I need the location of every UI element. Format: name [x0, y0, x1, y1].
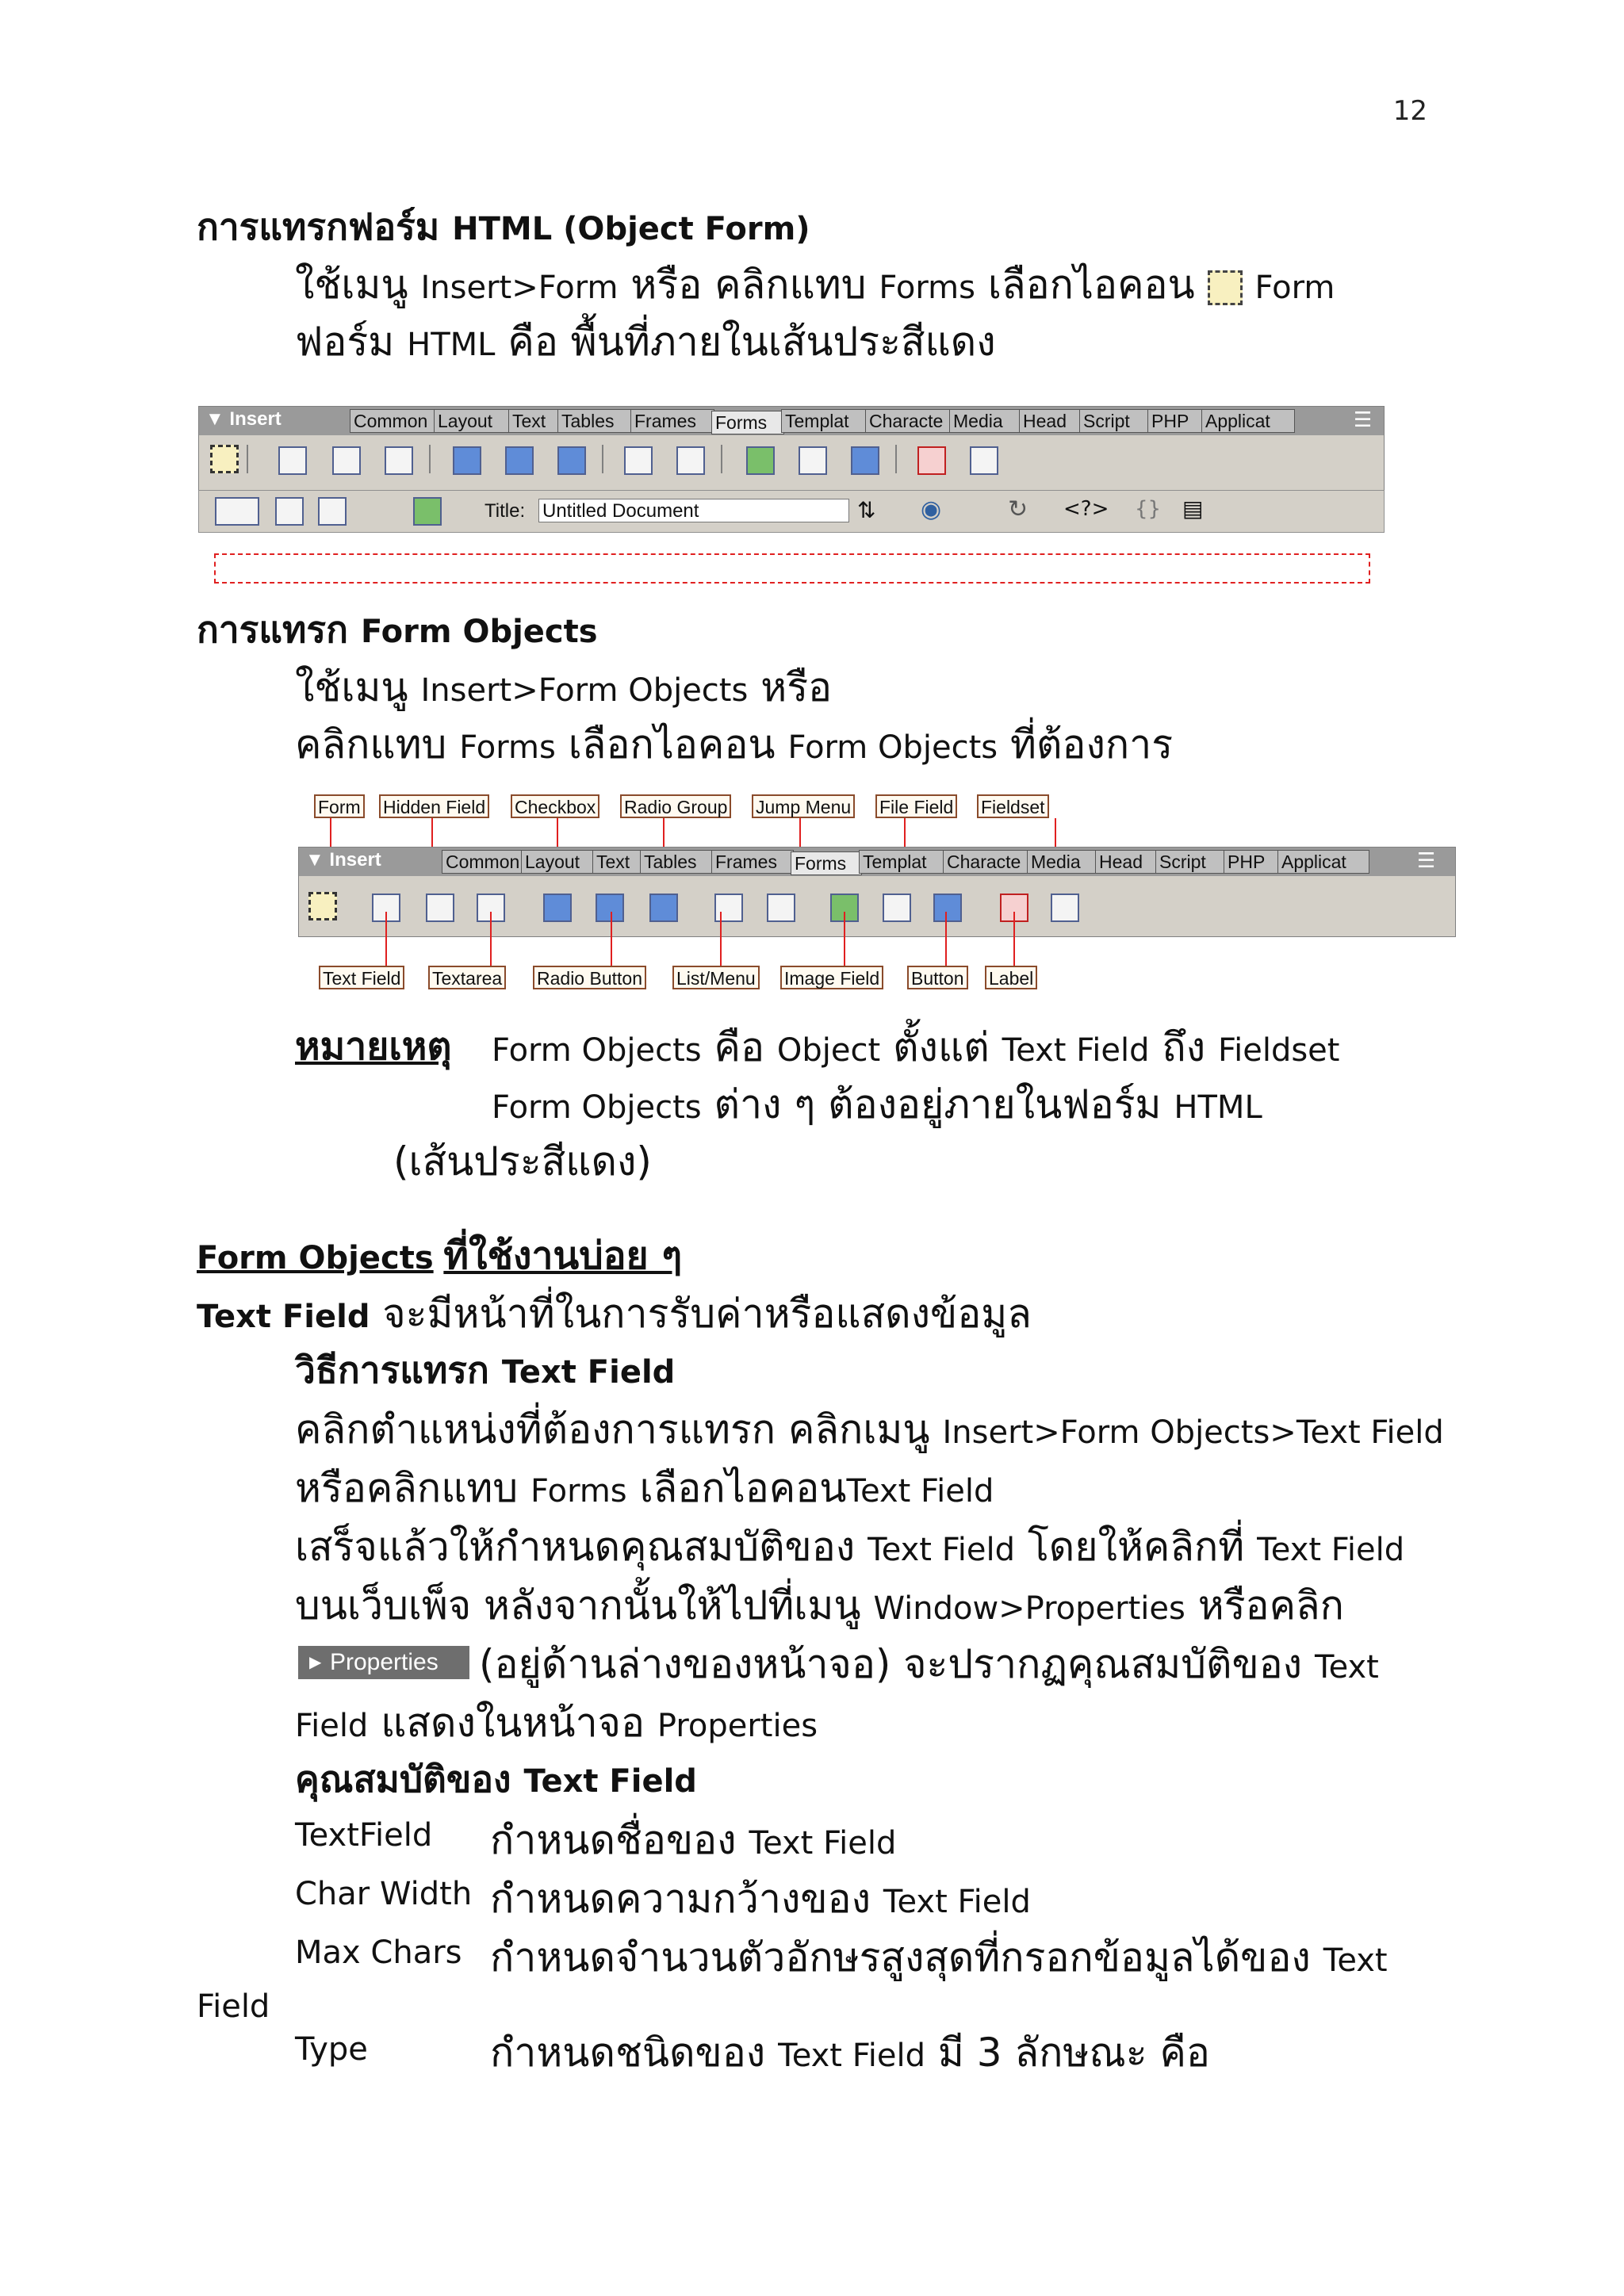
insert-step-3 [295, 1516, 1404, 1578]
tab-tables[interactable]: Tables [640, 850, 714, 874]
tab-characters[interactable]: Characte [865, 409, 952, 433]
tab-row [299, 848, 1455, 876]
fieldset-icon[interactable] [970, 446, 998, 475]
leader-line [1013, 912, 1015, 974]
leader-line [385, 912, 387, 974]
section2-heading-en: Form Objects [360, 614, 598, 650]
tab-frames[interactable]: Frames [630, 409, 714, 433]
text: Form Objects [787, 729, 998, 766]
text: เลือกไอคอน [568, 721, 776, 767]
text: เลือกไอคอน [987, 262, 1195, 308]
checkbox-icon[interactable] [453, 446, 481, 475]
title-input[interactable]: Untitled Document [538, 499, 849, 522]
prop-name-char-width: Char Width [295, 1876, 473, 1912]
insert-step-1 [295, 1399, 1444, 1461]
separator [895, 445, 897, 473]
text: Forms [530, 1473, 627, 1510]
leader-line [490, 912, 492, 974]
section1-line1 [295, 254, 1335, 316]
tab-script[interactable]: Script [1079, 409, 1151, 433]
text: Insert>Form [420, 270, 619, 306]
text: ใช้เมนู [295, 262, 408, 308]
html-form-dashed-area[interactable] [214, 553, 1370, 584]
tab-text[interactable]: Text [592, 850, 643, 874]
insert-step-4 [295, 1575, 1344, 1637]
text-field-intro [197, 1283, 1032, 1345]
leader-line [945, 912, 947, 974]
text: กำหนดความกว้างของ [490, 1876, 871, 1922]
page-number: 12 [1392, 95, 1427, 127]
jump-menu-icon[interactable] [676, 446, 705, 475]
text: คุณสมบัติของ [295, 1758, 511, 1800]
design-view-icon[interactable] [318, 497, 347, 526]
file-field-icon[interactable] [799, 446, 827, 475]
text: กำหนดชนิดของ [490, 2030, 766, 2076]
text: มี 3 ลักษณะ คือ [937, 2030, 1210, 2076]
prop-desc-max-chars [490, 1927, 1388, 1989]
note-line1-text [492, 1016, 1339, 1079]
text: Field [295, 1708, 369, 1744]
tab-common[interactable]: Common [350, 409, 437, 433]
section1-heading-en: HTML (Object Form) [452, 211, 810, 247]
separator [721, 445, 722, 473]
text: Form Objects [197, 1240, 434, 1276]
tab-characters[interactable]: Characte [943, 850, 1030, 874]
button-icon[interactable] [933, 894, 962, 922]
text: กำหนดจำนวนตัวอักษรสูงสุดที่กรอกข้อมูลได้ของ [490, 1934, 1311, 1980]
text: Form Objects [492, 1089, 702, 1126]
prop-name-type: Type [295, 2031, 368, 2068]
callout-radio-group: Radio Group [620, 794, 731, 818]
list-menu-icon[interactable] [624, 446, 653, 475]
split-view-icon[interactable] [275, 497, 304, 526]
insert-step-5 [479, 1633, 1379, 1696]
callout-image-field: Image Field [780, 966, 883, 989]
text: Form Objects [492, 1032, 702, 1069]
text: หรือ [760, 664, 833, 710]
section1-heading [197, 198, 810, 256]
tab-head[interactable]: Head [1019, 409, 1082, 433]
prop-desc-type [490, 2022, 1210, 2084]
form-icon[interactable] [210, 445, 239, 473]
refresh-icon[interactable]: ↻ [1008, 496, 1028, 523]
tab-media[interactable]: Media [1027, 850, 1098, 874]
live-data-icon[interactable] [413, 497, 442, 526]
radio-group-icon[interactable] [557, 446, 586, 475]
tab-frames[interactable]: Frames [711, 850, 794, 874]
text: โดยให้คลิกที่ [1027, 1524, 1245, 1570]
form-icon[interactable] [308, 892, 337, 920]
text: หรือ คลิกแทบ [630, 262, 867, 308]
text: Text Field [197, 1299, 370, 1335]
text: Forms [459, 729, 556, 766]
radio-button-icon[interactable] [505, 446, 534, 475]
tab-media[interactable]: Media [949, 409, 1022, 433]
title-label: Title: [485, 500, 526, 522]
note-line3: (เส้นประสีแดง) [393, 1138, 652, 1184]
text: Text Field [749, 1825, 897, 1862]
text: บนเว็บเพ็จ หลังจากนั้นให้ไปที่เมนู [295, 1582, 861, 1628]
radio-group-icon[interactable] [649, 894, 678, 922]
tab-common[interactable]: Common [442, 850, 524, 874]
text: Text Field [846, 1473, 994, 1510]
text: หรือคลิก [1197, 1582, 1344, 1628]
separator [602, 445, 603, 473]
text-field-icon[interactable] [278, 446, 307, 475]
properties-heading [295, 1751, 697, 1808]
separator [247, 445, 248, 473]
text: Text Field [1002, 1032, 1150, 1069]
text: (อยู่ด้านล่างของหน้าจอ) จะปรากฏคุณสมบัติของ [479, 1641, 1303, 1687]
text: Text Field [778, 2038, 926, 2074]
tab-head[interactable]: Head [1095, 850, 1159, 874]
code-view-icon[interactable] [215, 497, 259, 526]
text: ถึง [1162, 1024, 1206, 1070]
code-navigation-icon[interactable]: {} [1135, 497, 1162, 521]
callout-label: Label [985, 966, 1037, 989]
jump-menu-icon[interactable] [767, 894, 795, 922]
insert-label: ▼ Insert [205, 408, 282, 430]
text: ตั้งแต่ [893, 1024, 990, 1070]
prop-name-max-chars: Max Chars [295, 1934, 462, 1971]
tab-forms[interactable]: Forms [711, 411, 784, 434]
tab-tables[interactable]: Tables [557, 409, 634, 433]
text: กำหนดชื่อของ [490, 1817, 737, 1863]
insert-toolbar-1 [198, 406, 1385, 492]
leader-line [844, 912, 845, 974]
text: Text Field [523, 1763, 697, 1800]
note-label: หมายเหตุ [295, 1024, 452, 1069]
callout-list-menu: List/Menu [672, 966, 760, 989]
callout-textarea: Textarea [428, 966, 506, 989]
leader-line [720, 912, 722, 974]
form-icon [1208, 270, 1243, 305]
text: คลิกตำแหน่งที่ต้องการแทรก คลิกเมนู [295, 1406, 930, 1452]
insert-label: ▼ Insert [305, 849, 381, 871]
text: Text [1323, 1942, 1388, 1979]
text: ที่ใช้งานบ่อย ๆ [443, 1234, 683, 1278]
label-icon[interactable] [917, 446, 946, 475]
text: Text Field [501, 1354, 676, 1391]
text: HTML [1174, 1089, 1262, 1126]
section2-line1 [295, 656, 832, 719]
section2-line2 [295, 714, 1173, 776]
text: คือ [714, 1024, 764, 1070]
callout-file-field: File Field [875, 794, 957, 818]
tab-forms[interactable]: Forms [791, 851, 862, 875]
tab-application[interactable]: Applicat [1277, 850, 1369, 874]
tab-layout[interactable]: Layout [521, 850, 596, 874]
text: HTML [407, 327, 496, 363]
callout-text-field: Text Field [319, 966, 404, 989]
separator [429, 445, 431, 473]
callout-form: Form [314, 794, 365, 818]
tab-layout[interactable]: Layout [434, 409, 511, 433]
text: จะมีหน้าที่ในการรับค่าหรือแสดงข้อมูล [382, 1291, 1032, 1337]
callout-checkbox: Checkbox [511, 794, 599, 818]
text: Text [1314, 1649, 1379, 1686]
callout-button: Button [907, 966, 968, 989]
text: Insert>Form Objects [420, 672, 749, 709]
file-field-icon[interactable] [883, 894, 911, 922]
text: Insert>Form Objects>Text Field [942, 1414, 1444, 1451]
fieldset-icon[interactable] [1051, 894, 1079, 922]
tab-templates[interactable]: Templat [859, 850, 946, 874]
text: Window>Properties [873, 1590, 1185, 1627]
text: แสดงในหน้าจอ [381, 1700, 645, 1746]
note-line1 [295, 1016, 452, 1077]
text: Text Field [1257, 1532, 1405, 1568]
callout-fieldset: Fieldset [977, 794, 1049, 818]
list-menu-icon[interactable] [714, 894, 743, 922]
text: ใช้เมนู [295, 664, 408, 710]
textarea-icon[interactable] [385, 446, 413, 475]
prop-desc-max-chars-wrap: Field [197, 1988, 270, 2025]
image-field-icon[interactable] [746, 446, 775, 475]
text: หรือคลิกแทบ [295, 1465, 519, 1511]
insert-heading [295, 1341, 675, 1399]
panel-menu-icon[interactable]: ☰ [1354, 408, 1373, 432]
insert-step-6 [295, 1692, 818, 1755]
tab-row [199, 407, 1384, 435]
file-management-icon[interactable]: ⇅ [857, 497, 876, 523]
hidden-field-icon[interactable] [332, 446, 361, 475]
reference-icon[interactable]: <?> [1063, 497, 1109, 521]
callout-radio-button: Radio Button [533, 966, 646, 989]
text: Form [1254, 270, 1335, 306]
text: Fieldset [1218, 1032, 1340, 1069]
hidden-field-icon[interactable] [426, 894, 454, 922]
insert-toolbar-2 [298, 847, 1456, 937]
callout-hidden-field: Hidden Field [379, 794, 489, 818]
prop-name-textfield: TextField [295, 1817, 433, 1854]
checkbox-icon[interactable] [543, 894, 572, 922]
text: Properties [657, 1708, 818, 1744]
section2-heading [197, 601, 598, 659]
text: คลิกแทบ [295, 721, 447, 767]
section1-heading-th: การแทรกฟอร์ม [197, 205, 440, 248]
section3-heading [197, 1226, 682, 1286]
text: Text Field [883, 1884, 1031, 1920]
panel-menu-icon[interactable]: ☰ [1417, 849, 1436, 873]
tab-application[interactable]: Applicat [1201, 409, 1295, 433]
note-line2 [492, 1073, 1262, 1136]
leader-line [611, 912, 612, 974]
text: เลือกไอคอน [639, 1465, 847, 1511]
text: ฟอร์ม [295, 319, 395, 365]
properties-button[interactable]: ▶ Properties [298, 1646, 469, 1679]
view-options-icon[interactable]: ▤ [1182, 496, 1204, 522]
callout-jump-menu: Jump Menu [752, 794, 855, 818]
section1-line2 [295, 311, 996, 373]
tab-php[interactable]: PHP [1147, 409, 1205, 433]
prop-desc-textfield [490, 1809, 896, 1872]
section2-heading-th: การแทรก [197, 608, 348, 651]
text: ต่าง ๆ ต้องอยู่ภายในฟอร์ม [714, 1081, 1162, 1127]
text: Forms [879, 270, 975, 306]
text: Object [776, 1032, 881, 1069]
text: คือ พื้นที่ภายในเส้นประสีแดง [508, 319, 996, 365]
text: เสร็จแล้วให้กำหนดคุณสมบัติของ [295, 1524, 856, 1570]
button-icon[interactable] [851, 446, 879, 475]
text: ที่ต้องการ [1010, 721, 1174, 767]
document-toolbar [198, 490, 1385, 533]
text: Text Field [868, 1532, 1016, 1568]
preview-browser-icon[interactable]: ◉ [921, 496, 942, 523]
prop-desc-char-width [490, 1868, 1031, 1931]
radio-button-icon[interactable] [596, 894, 624, 922]
tab-text[interactable]: Text [508, 409, 561, 433]
tab-script[interactable]: Script [1155, 850, 1227, 874]
text: วิธีการแทรก [295, 1349, 489, 1391]
tab-templates[interactable]: Templat [781, 409, 868, 433]
tab-php[interactable]: PHP [1224, 850, 1281, 874]
insert-step-2 [295, 1457, 994, 1520]
